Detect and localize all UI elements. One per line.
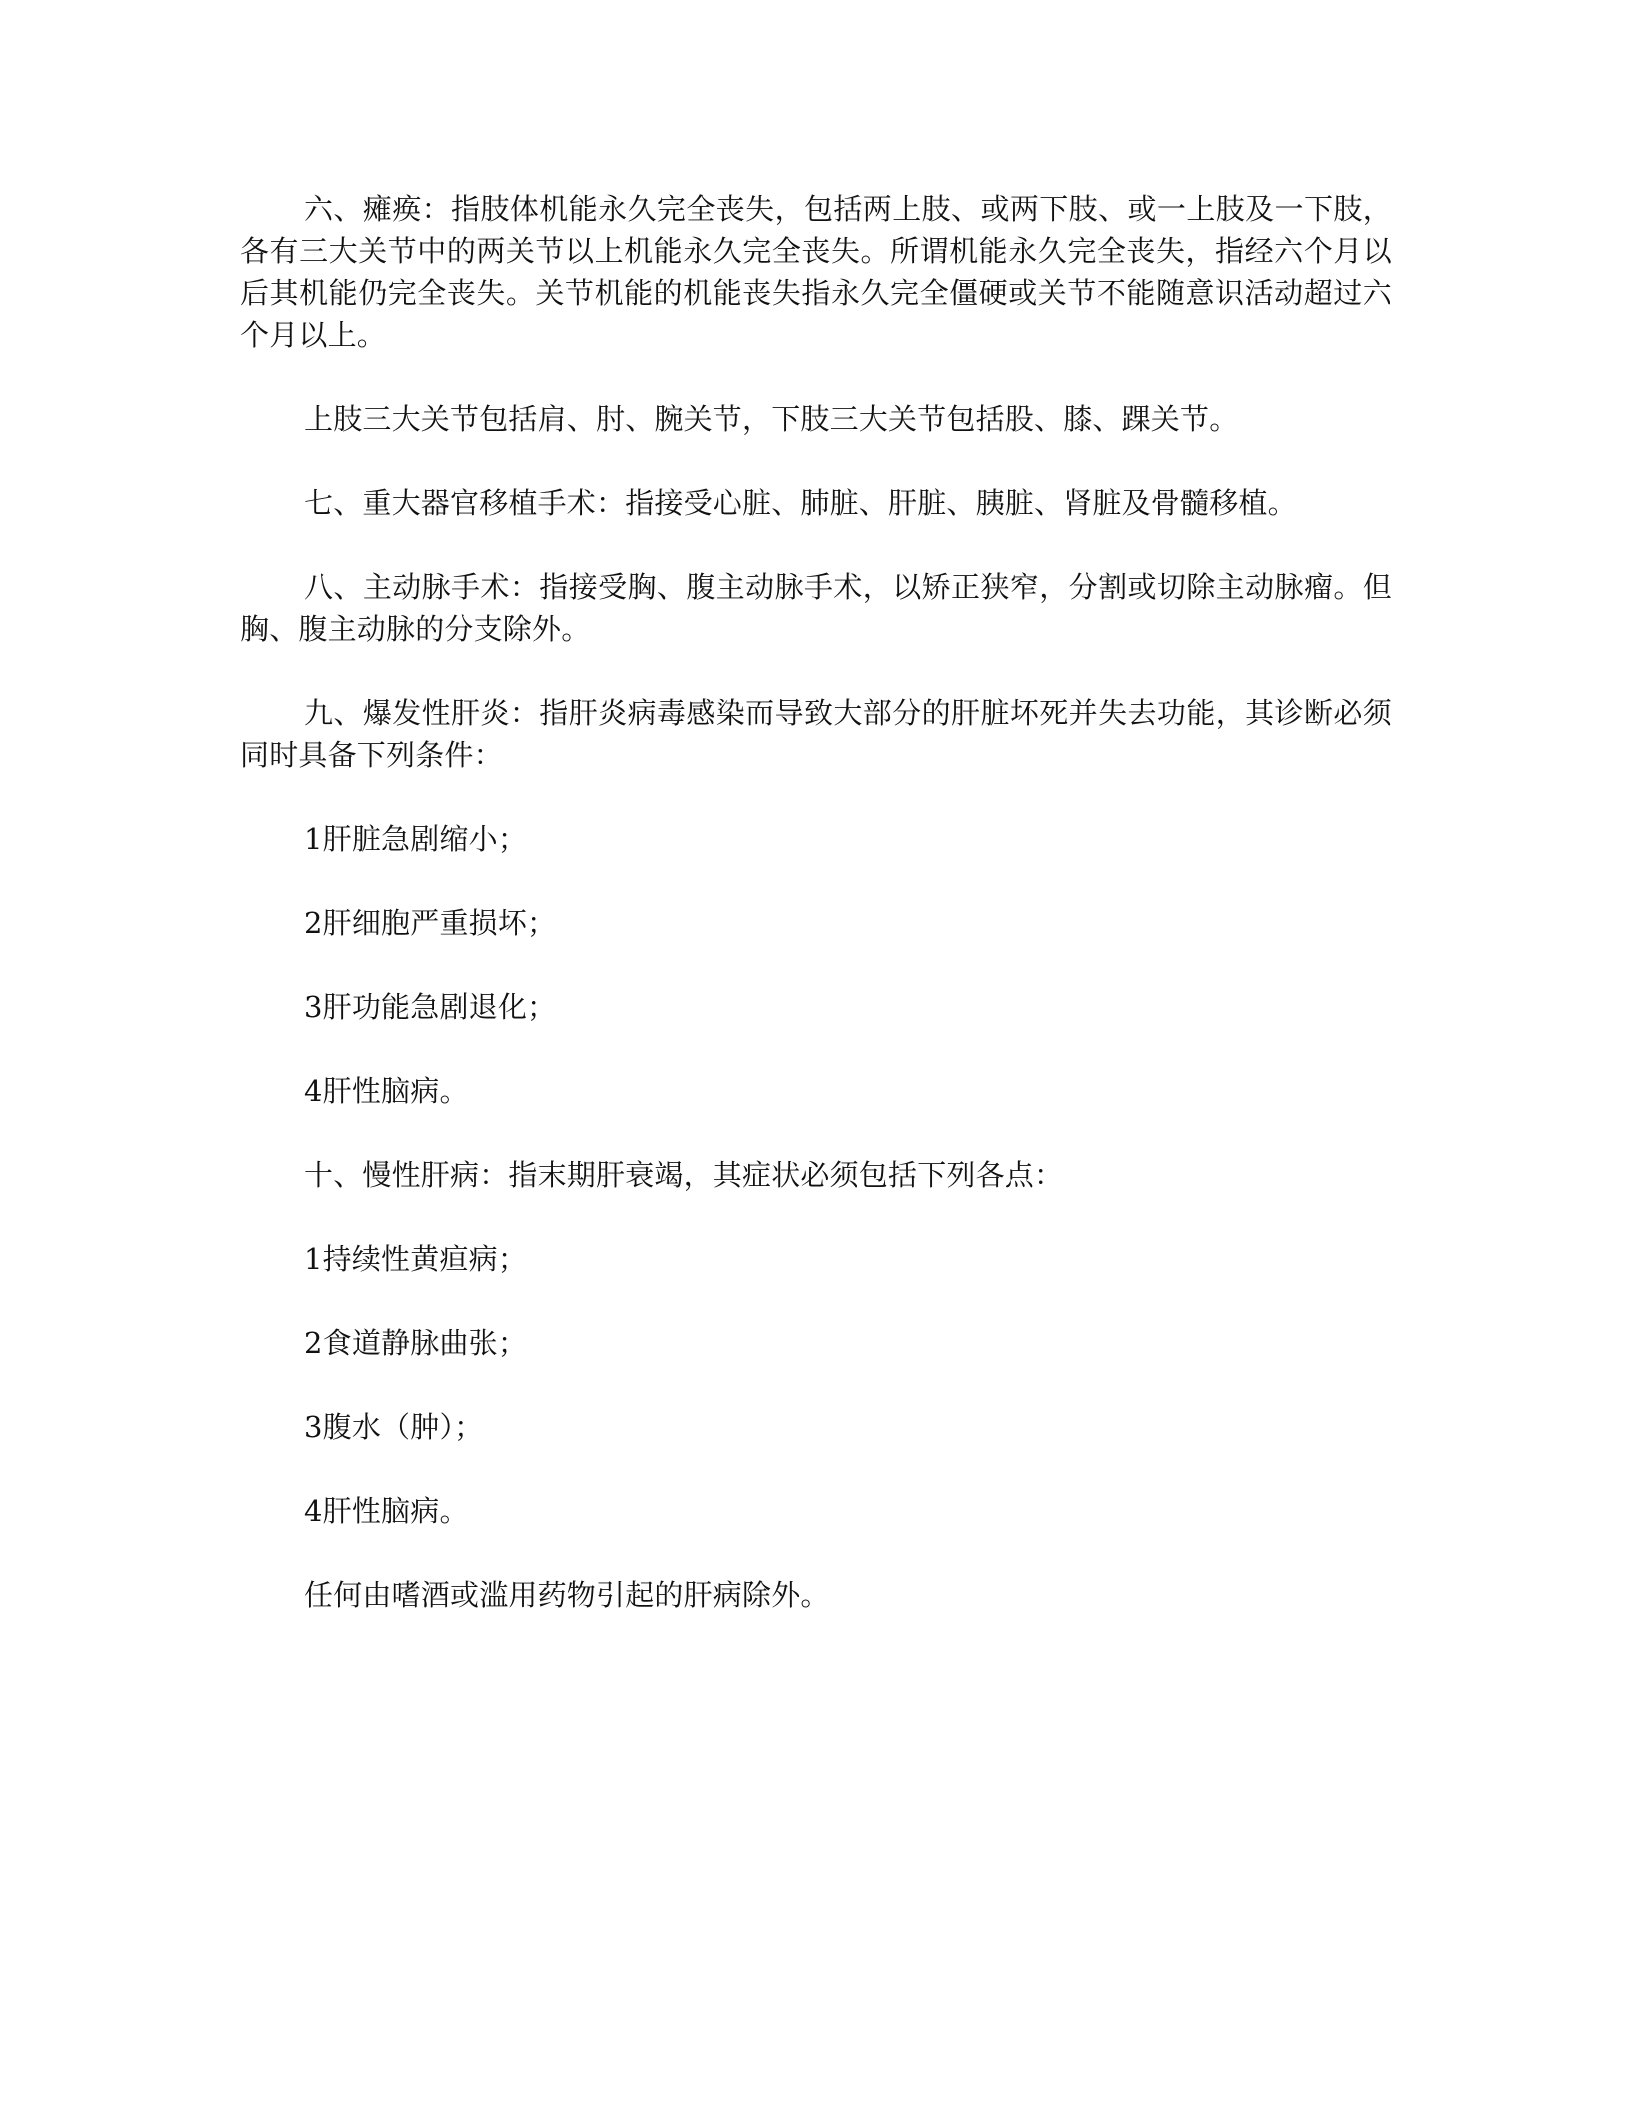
paragraph-organ-transplant: 七、重大器官移植手术：指接受心脏、肺脏、肝脏、胰脏、肾脏及骨髓移植。 [304,486,1297,520]
list-item: 1持续性黄疸病； [304,1242,528,1276]
paragraph-chronic-liver-disease: 十、慢性肝病：指末期肝衰竭，其症状必须包括下列各点： [304,1158,1064,1192]
list-item: 1肝脏急剧缩小； [304,822,528,856]
paragraph-joints: 上肢三大关节包括肩、肘、腕关节，下肢三大关节包括股、膝、踝关节。 [304,402,1239,436]
list-item: 2食道静脉曲张； [304,1326,528,1360]
document-body [240,188,1392,1616]
list-item: 3腹水（肿）； [304,1410,484,1444]
paragraph-exclusion: 任何由嗜酒或滥用药物引起的肝病除外。 [304,1578,830,1612]
paragraph-aortic-surgery: 八、主动脉手术：指接受胸、腹主动脉手术，以矫正狭窄，分割或切除主动脉瘤。但胸、腹主动脉的分支除外。 [240,570,1392,646]
list-item: 4肝性脑病。 [304,1494,469,1528]
list-item: 2肝细胞严重损坏； [304,906,557,940]
list-item: 3肝功能急剧退化； [304,990,557,1024]
list-item: 4肝性脑病。 [304,1074,469,1108]
paragraph-paralysis: 六、瘫痪：指肢体机能永久完全丧失，包括两上肢、或两下肢、或一上肢及一下肢，各有三大关节中的两关节以上机能永久完全丧失。所谓机能永久完全丧失，指经六个月以后其机能仍完全丧失。关节机能的机能丧失指永久完全僵硬或关节不能随意识活动超过六个月以上。 [240,192,1392,352]
paragraph-fulminant-hepatitis: 九、爆发性肝炎：指肝炎病毒感染而导致大部分的肝脏坏死并失去功能，其诊断必须同时具备下列条件： [240,696,1392,772]
